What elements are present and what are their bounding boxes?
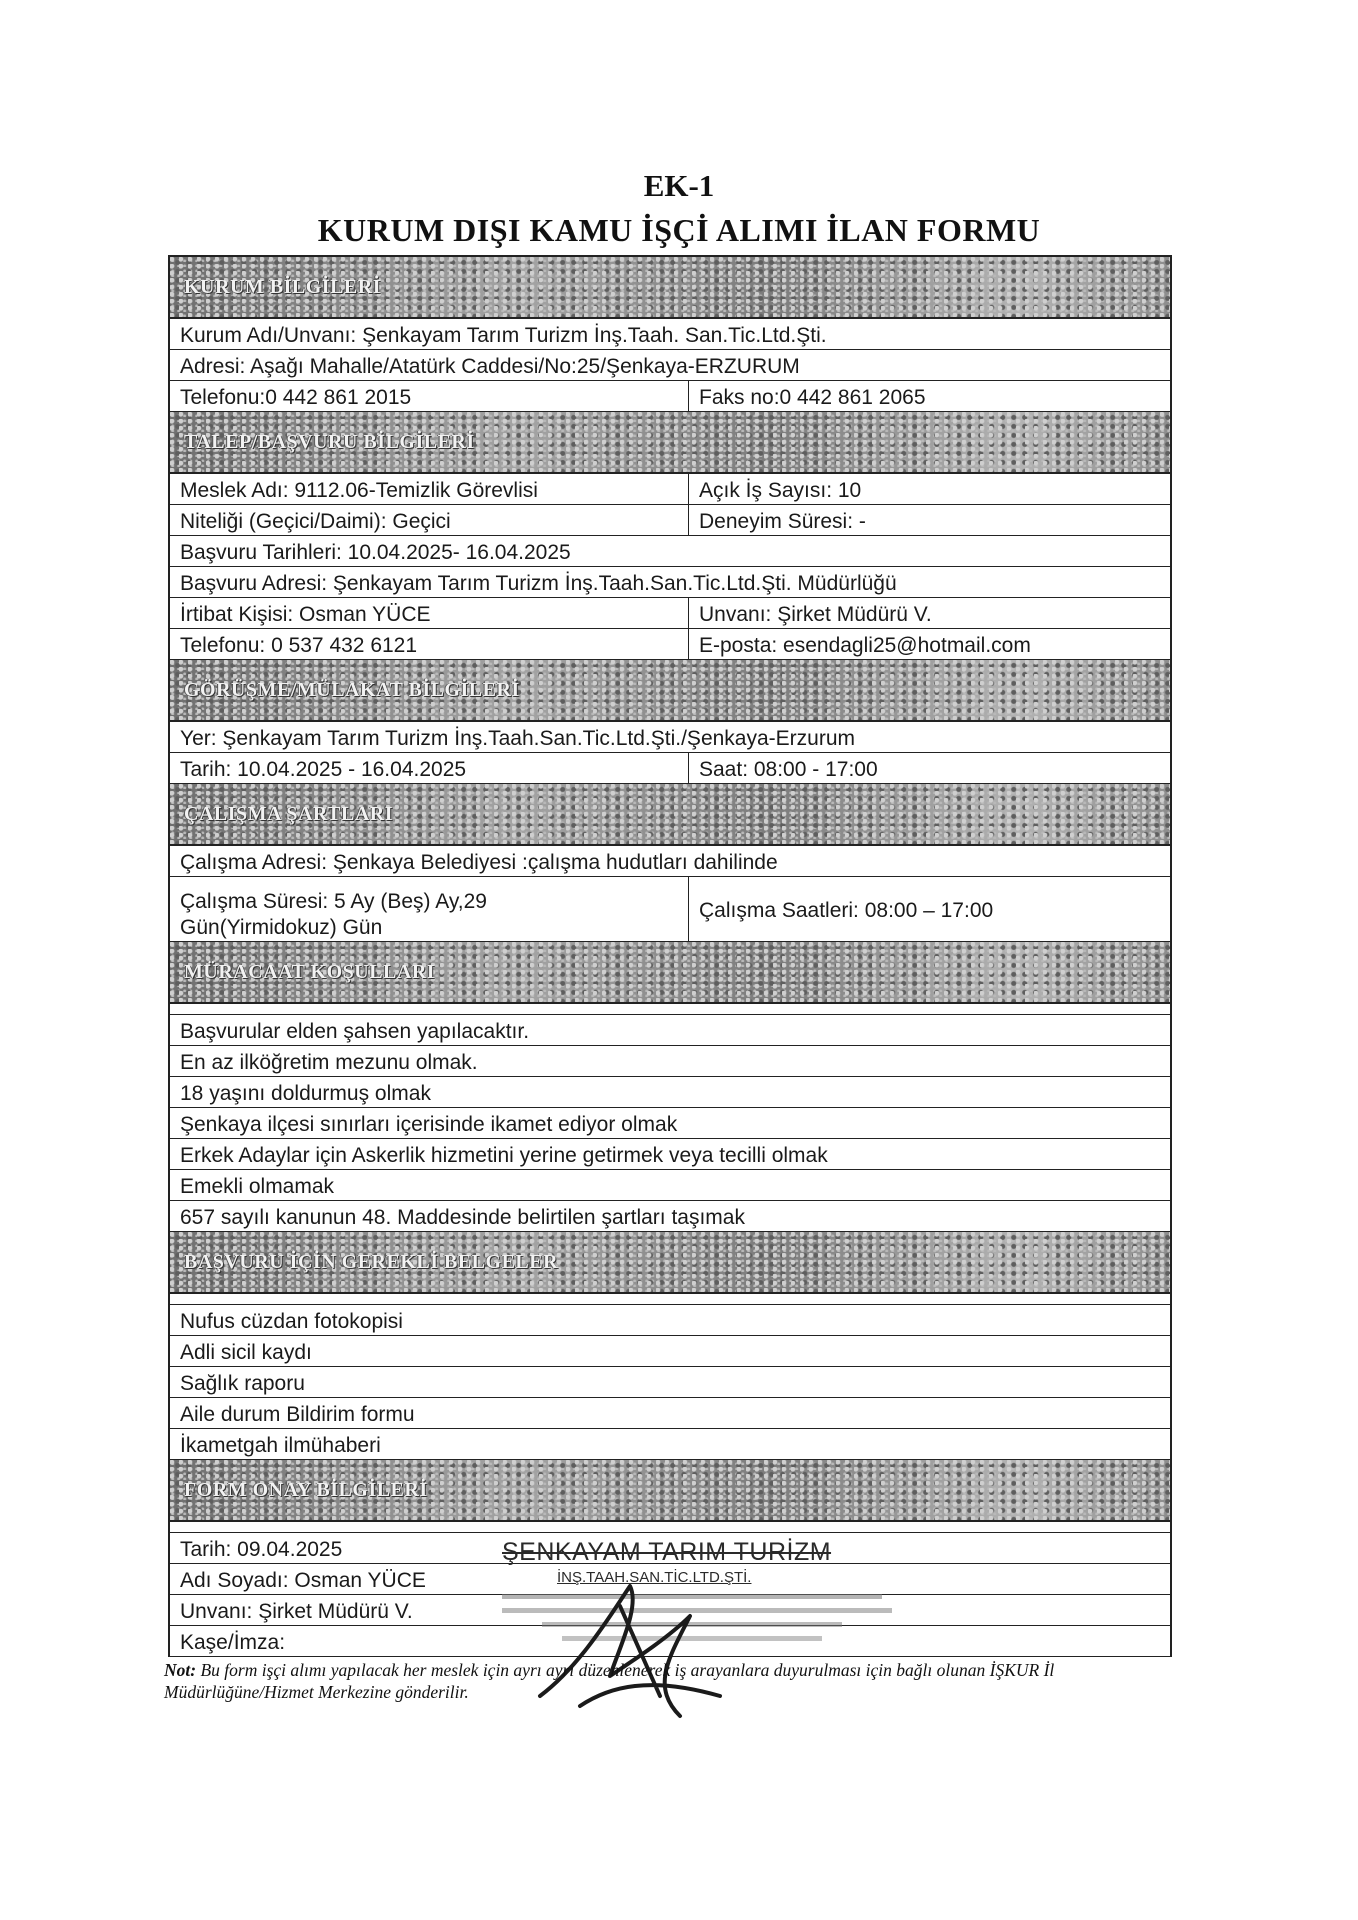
- form-row: [170, 877, 1170, 942]
- employment-type: Niteliği (Geçici/Daimi): Geçici: [180, 510, 451, 533]
- stamp-company-name: ŞENKAYAM TARIM TURİZM: [502, 1538, 832, 1566]
- document-item: Sağlık raporu: [180, 1372, 305, 1395]
- interview-date: Tarih: 10.04.2025 - 16.04.2025: [180, 758, 467, 781]
- document-item: Aile durum Bildirim formu: [180, 1403, 415, 1426]
- approval-date: Tarih: 09.04.2025: [180, 1538, 343, 1561]
- form-row: [170, 536, 1170, 567]
- form-row: [170, 474, 1170, 505]
- document-item: İkametgah ilmühaberi: [180, 1434, 381, 1457]
- section-calisma-header: [170, 784, 1170, 846]
- work-duration: [170, 877, 688, 941]
- institution-phone: Telefonu:0 442 861 2015: [180, 386, 412, 409]
- list-item: [170, 1429, 1170, 1460]
- section-kurum-header: [170, 257, 1170, 319]
- list-item: [170, 1108, 1170, 1139]
- annex-label: EK-1: [643, 168, 715, 203]
- requirement-item: Erkek Adaylar için Askerlik hizmetini yerine getirmek veya tecilli olmak: [180, 1144, 828, 1167]
- section-muracaat-header: [170, 942, 1170, 1004]
- section-onay-header: [170, 1460, 1170, 1522]
- section-title: BAŞVURU İÇİN GEREKLİ BELGELER: [184, 1250, 559, 1273]
- list-item: [170, 1046, 1170, 1077]
- requirement-item: 18 yaşını doldurmuş olmak: [180, 1082, 431, 1105]
- form-row: [170, 753, 1170, 784]
- section-talep-header: [170, 412, 1170, 474]
- form-row: [170, 350, 1170, 381]
- requirement-item: Şenkaya ilçesi sınırları içerisinde ikamet ediyor olmak: [180, 1113, 678, 1136]
- form-row: [170, 846, 1170, 877]
- requirement-item: En az ilköğretim mezunu olmak.: [180, 1051, 478, 1074]
- section-belgeler-header: [170, 1232, 1170, 1294]
- occupation-name: Meslek Adı: 9112.06-Temizlik Görevlisi: [180, 479, 538, 502]
- stamp-signature-label: Kaşe/İmza:: [180, 1631, 286, 1654]
- stamp-company-type: İNŞ.TAAH.SAN.TİC.LTD.ŞTİ.: [557, 1569, 752, 1586]
- list-item: [170, 1336, 1170, 1367]
- list-item: [170, 1304, 1170, 1336]
- form-row: [170, 505, 1170, 536]
- form-row: [170, 381, 1170, 412]
- open-positions: Açık İş Sayısı: 10: [688, 474, 1170, 504]
- form-row: [170, 629, 1170, 660]
- document-item: Adli sicil kaydı: [180, 1341, 312, 1364]
- experience-duration: Deneyim Süresi: -: [688, 505, 1170, 535]
- approver-title: Unvanı: Şirket Müdürü V.: [180, 1600, 413, 1623]
- section-title: ÇALIŞMA ŞARTLARI: [184, 802, 394, 825]
- contact-email: E-posta: esendagli25@hotmail.com: [688, 629, 1170, 659]
- institution-name: Kurum Adı/Unvanı: Şenkayam Tarım Turizm İnş.Taah. San.Tic.Ltd.Şti.: [180, 324, 827, 347]
- work-hours: Çalışma Saatleri: 08:00 – 17:00: [688, 877, 1170, 941]
- section-title: MÜRACAAT KOŞULLARI: [184, 960, 436, 983]
- form-row: [170, 722, 1170, 753]
- list-item: [170, 1201, 1170, 1232]
- list-item: [170, 1139, 1170, 1170]
- document-item: Nufus cüzdan fotokopisi: [180, 1310, 403, 1333]
- application-address: Başvuru Adresi: Şenkayam Tarım Turizm İnş.Taah.San.Tic.Ltd.Şti. Müdürlüğü: [180, 572, 897, 595]
- interview-time: Saat: 08:00 - 17:00: [688, 753, 1170, 783]
- list-item: [170, 1077, 1170, 1108]
- contact-person: İrtibat Kişisi: Osman YÜCE: [180, 603, 431, 626]
- announcement-form: [168, 255, 1172, 1657]
- list-item: [170, 1170, 1170, 1201]
- institution-fax: Faks no:0 442 861 2065: [688, 381, 1170, 411]
- handwritten-signature: [520, 1576, 740, 1726]
- section-title: KURUM BİLGİLERİ: [184, 275, 381, 298]
- work-address: Çalışma Adresi: Şenkaya Belediyesi :çalışma hudutları dahilinde: [180, 851, 778, 874]
- section-title: GÖRÜŞME/MÜLAKAT BİLGİLERİ: [184, 678, 520, 701]
- contact-title: Unvanı: Şirket Müdürü V.: [688, 598, 1170, 628]
- contact-phone: Telefonu: 0 537 432 6121: [180, 634, 418, 657]
- form-row: [170, 598, 1170, 629]
- interview-location: Yer: Şenkayam Tarım Turizm İnş.Taah.San.Tic.Ltd.Şti./Şenkaya-Erzurum: [180, 727, 855, 750]
- form-row: [170, 319, 1170, 350]
- requirement-item: Emekli olmamak: [180, 1175, 335, 1198]
- institution-address: Adresi: Aşağı Mahalle/Atatürk Caddesi/No:25/Şenkaya-ERZURUM: [180, 355, 800, 378]
- section-title: FORM ONAY BİLGİLERİ: [184, 1478, 428, 1501]
- footer-note: [164, 1659, 1174, 1703]
- requirement-item: Başvurular elden şahsen yapılacaktır.: [180, 1020, 530, 1043]
- note-text: Bu form işçi alımı yapılacak her meslek için ayrı ayrı düzenlenerek iş arayanlara duyurulması için bağlı olunan İŞKUR İl Müdürlüğüne/Hizmet Merkezine gönderilir.: [164, 1660, 1055, 1702]
- form-row: [170, 567, 1170, 598]
- note-label: Not:: [164, 1660, 197, 1680]
- section-title: TALEP/BAŞVURU BİLGİLERİ: [184, 430, 475, 453]
- list-item: [170, 1367, 1170, 1398]
- list-item: [170, 1014, 1170, 1046]
- form-title: KURUM DIŞI KAMU İŞÇİ ALIMI İLAN FORMU: [317, 212, 1041, 248]
- work-duration-line2: Gün(Yirmidokuz) Gün: [180, 916, 383, 939]
- approver-name: Adı Soyadı: Osman YÜCE: [180, 1569, 426, 1592]
- work-duration-line1: Çalışma Süresi: 5 Ay (Beş) Ay,29: [180, 890, 487, 913]
- requirement-item: 657 sayılı kanunun 48. Maddesinde belirtilen şartları taşımak: [180, 1206, 745, 1229]
- application-dates: Başvuru Tarihleri: 10.04.2025- 16.04.2025: [180, 541, 571, 564]
- list-item: [170, 1398, 1170, 1429]
- section-gorusme-header: [170, 660, 1170, 722]
